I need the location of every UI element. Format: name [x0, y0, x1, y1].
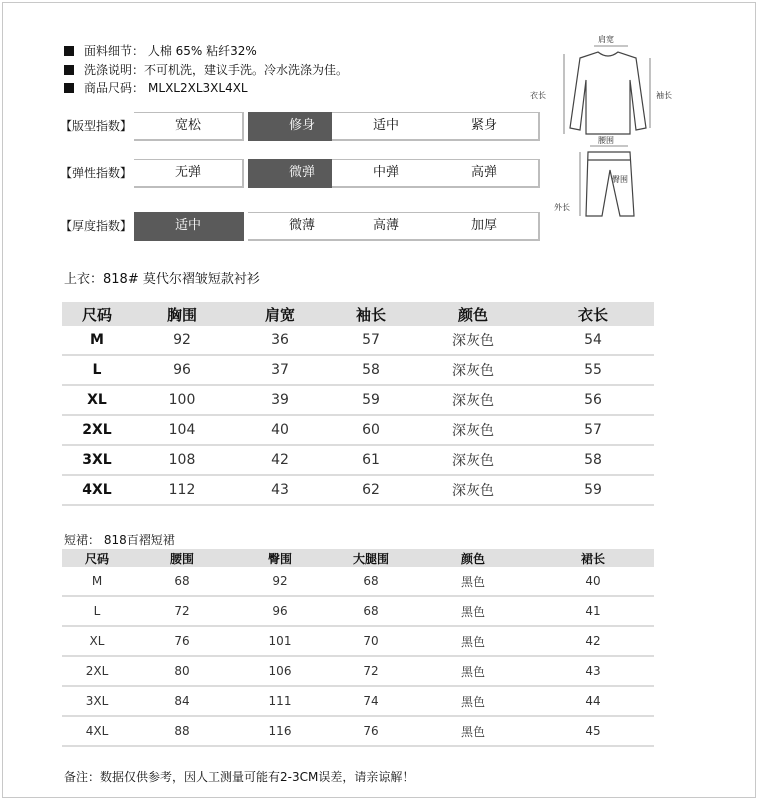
top-cell: 58	[532, 445, 654, 475]
skirt-cell: 40	[532, 567, 654, 596]
elasticity-option-4: 高弹	[430, 159, 540, 188]
skirt-cell: 41	[532, 596, 654, 626]
table-row	[62, 385, 654, 415]
top-cell: 深灰色	[414, 355, 532, 385]
skirt-cell: 74	[328, 686, 414, 716]
top-cell: 55	[532, 355, 654, 385]
bullet-square-icon	[64, 46, 74, 56]
top-cell: 58	[328, 355, 414, 385]
table-row	[62, 415, 654, 445]
skirt-cell: 黑色	[414, 626, 532, 656]
skirt-cell: 黑色	[414, 716, 532, 746]
skirt-cell: 106	[232, 656, 328, 686]
skirt-caption: 短裙： 818百褶短裙	[64, 533, 175, 547]
skirt-header-cell: 臀围	[232, 549, 328, 567]
diagram-shoulder-label: 肩宽	[598, 35, 614, 44]
skirt-cell: 黑色	[414, 686, 532, 716]
top-cell: 56	[532, 385, 654, 415]
top-cell: L	[62, 355, 132, 385]
thickness-option-3: 高薄	[332, 212, 442, 241]
bullet-square-icon	[64, 65, 74, 75]
top-cell: 104	[132, 415, 232, 445]
skirt-size-table	[62, 549, 654, 747]
top-cell: 3XL	[62, 445, 132, 475]
top-cell: 4XL	[62, 475, 132, 505]
diagram-outer-length-label: 外长	[554, 203, 570, 212]
top-cell: 深灰色	[414, 475, 532, 505]
top-cell: 92	[132, 326, 232, 355]
top-cell: 57	[532, 415, 654, 445]
skirt-header-cell: 尺码	[62, 549, 132, 567]
top-cell: 112	[132, 475, 232, 505]
skirt-table-header	[62, 549, 654, 567]
disclaimer-note: 备注：数据仅供参考，因人工测量可能有2-3CM误差，请亲谅解！	[64, 770, 415, 784]
top-cell: 59	[328, 385, 414, 415]
table-row	[62, 716, 654, 746]
fit-option-3: 适中	[332, 112, 442, 141]
top-header-cell: 尺码	[62, 302, 132, 326]
top-cell: 42	[232, 445, 328, 475]
skirt-header-cell: 颜色	[414, 549, 532, 567]
skirt-cell: 80	[132, 656, 232, 686]
elasticity-option-2: 微弹	[248, 159, 358, 188]
top-header-cell: 颜色	[414, 302, 532, 326]
shirt-outline-icon	[570, 52, 646, 134]
top-cell: 39	[232, 385, 328, 415]
size-xl: XL	[165, 81, 180, 95]
skirt-cell: 43	[532, 656, 654, 686]
top-cell: M	[62, 326, 132, 355]
skirt-cell: 44	[532, 686, 654, 716]
top-cell: 59	[532, 475, 654, 505]
size-4xl: 4XL	[225, 81, 248, 95]
table-row	[62, 326, 654, 355]
top-cell: 100	[132, 385, 232, 415]
fit-option-2: 修身	[248, 112, 358, 141]
diagram-length-label: 衣长	[530, 91, 546, 100]
top-cell: 57	[328, 326, 414, 355]
skirt-cell: M	[62, 567, 132, 596]
skirt-cell: 116	[232, 716, 328, 746]
pants-outline-icon	[586, 152, 634, 216]
skirt-cell: 黑色	[414, 656, 532, 686]
size-2xl: 2XL	[179, 81, 203, 95]
skirt-cell: 68	[132, 567, 232, 596]
top-header-cell: 衣长	[532, 302, 654, 326]
top-cell: 深灰色	[414, 415, 532, 445]
top-cell: 108	[132, 445, 232, 475]
skirt-cell: 42	[532, 626, 654, 656]
skirt-header-cell: 大腿围	[328, 549, 414, 567]
top-header-cell: 肩宽	[232, 302, 328, 326]
table-row	[62, 567, 654, 596]
skirt-cell: 70	[328, 626, 414, 656]
skirt-header-cell: 腰围	[132, 549, 232, 567]
top-cell: 36	[232, 326, 328, 355]
top-caption: 上衣：818# 莫代尔褶皱短款衬衫	[64, 272, 260, 287]
skirt-cell: 84	[132, 686, 232, 716]
thickness-option-1: 适中	[134, 212, 244, 241]
top-cell: 43	[232, 475, 328, 505]
skirt-cell: XL	[62, 626, 132, 656]
skirt-cell: 68	[328, 596, 414, 626]
diagram-waist-label: 腰围	[598, 136, 614, 145]
fabric-text: 面料细节： 人棉 65% 粘纤32%	[84, 44, 257, 58]
thickness-option-4: 加厚	[430, 212, 540, 241]
top-cell: 62	[328, 475, 414, 505]
top-cell: XL	[62, 385, 132, 415]
washing-info	[64, 62, 348, 78]
table-row	[62, 445, 654, 475]
top-cell: 深灰色	[414, 445, 532, 475]
top-cell: 深灰色	[414, 326, 532, 355]
top-size-table	[62, 302, 654, 506]
fit-option-4: 紧身	[430, 112, 540, 141]
table-row	[62, 686, 654, 716]
size-3xl: 3XL	[202, 81, 226, 95]
skirt-cell: 2XL	[62, 656, 132, 686]
fit-option-1: 宽松	[134, 112, 244, 141]
diagram-hip-label: 臀围	[612, 175, 628, 184]
skirt-cell: 黑色	[414, 567, 532, 596]
table-row	[62, 656, 654, 686]
skirt-cell: 76	[328, 716, 414, 746]
skirt-cell: 76	[132, 626, 232, 656]
size-info	[64, 80, 248, 96]
fabric-info	[64, 43, 257, 59]
size-label: 商品尺码：	[84, 81, 145, 95]
top-cell: 60	[328, 415, 414, 445]
skirt-cell: 45	[532, 716, 654, 746]
top-header-cell: 袖长	[328, 302, 414, 326]
top-cell: 96	[132, 355, 232, 385]
bullet-square-icon	[64, 83, 74, 93]
skirt-cell: 3XL	[62, 686, 132, 716]
skirt-cell: 黑色	[414, 596, 532, 626]
skirt-cell: 72	[328, 656, 414, 686]
elasticity-index-label: 【弹性指数】	[60, 166, 133, 180]
table-row	[62, 355, 654, 385]
skirt-cell: 4XL	[62, 716, 132, 746]
top-header-cell: 胸围	[132, 302, 232, 326]
skirt-cell: L	[62, 596, 132, 626]
top-table-header	[62, 302, 654, 326]
table-row	[62, 475, 654, 505]
skirt-cell: 111	[232, 686, 328, 716]
top-cell: 54	[532, 326, 654, 355]
table-row	[62, 596, 654, 626]
skirt-cell: 101	[232, 626, 328, 656]
thickness-option-2: 微薄	[248, 212, 358, 241]
top-cell: 40	[232, 415, 328, 445]
thickness-index-label: 【厚度指数】	[60, 219, 133, 233]
elasticity-option-1: 无弹	[134, 159, 244, 188]
size-l: L	[158, 81, 166, 95]
table-row	[62, 626, 654, 656]
skirt-cell: 68	[328, 567, 414, 596]
washing-text: 洗涤说明：不可机洗，建议手洗。冷水洗涤为佳。	[84, 63, 349, 77]
size-m: M	[148, 81, 159, 95]
skirt-cell: 72	[132, 596, 232, 626]
top-cell: 61	[328, 445, 414, 475]
elasticity-option-3: 中弹	[332, 159, 442, 188]
skirt-cell: 92	[232, 567, 328, 596]
top-cell: 37	[232, 355, 328, 385]
skirt-header-cell: 裙长	[532, 549, 654, 567]
diagram-sleeve-label: 袖长	[656, 91, 672, 100]
top-cell: 2XL	[62, 415, 132, 445]
fit-index-label: 【版型指数】	[60, 119, 133, 133]
skirt-cell: 88	[132, 716, 232, 746]
measurement-diagram	[528, 30, 718, 220]
skirt-cell: 96	[232, 596, 328, 626]
top-cell: 深灰色	[414, 385, 532, 415]
